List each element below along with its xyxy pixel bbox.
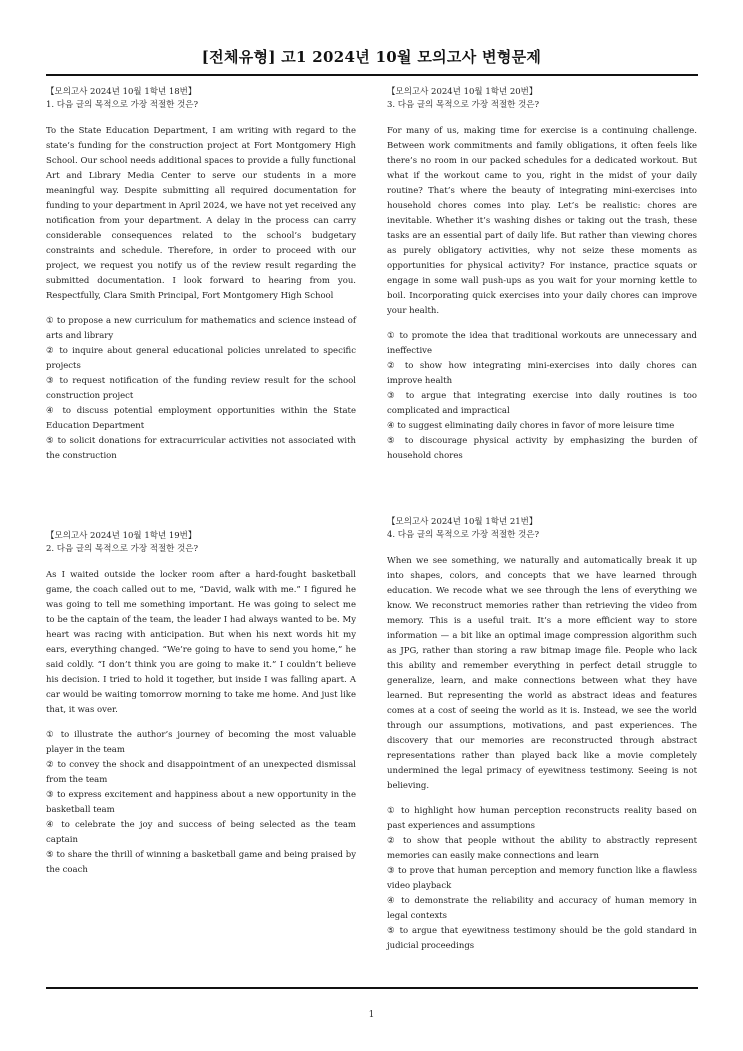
question-header (46, 530, 356, 556)
choice-4: ④ to demonstrate the reliability and accuracy of human memory in legal contexts (387, 896, 697, 921)
header-rule (46, 74, 698, 76)
page-title: [전체유형] 고1 2024년 10월 모의고사 변형문제 (201, 48, 542, 66)
choice-3: ③ to prove that human perception and memory function like a flawless video playback (387, 866, 697, 891)
choice-5: ⑤ to share the thrill of winning a basketball game and being praised by the coach (46, 850, 356, 875)
question-source: 【모의고사 2024년 10월 1학년 20번】 (387, 87, 538, 97)
choice-1: ① to highlight how human perception reconstructs reality based on past experiences and assumptions (387, 806, 697, 831)
question-prompt: 2. 다음 글의 목적으로 가장 적절한 것은? (46, 544, 199, 554)
choice-2: ② to show that people without the ability to abstractly represent memories can easily make connections and learn (387, 836, 697, 861)
question-source: 【모의고사 2024년 10월 1학년 21번】 (387, 517, 538, 527)
choice-5: ⑤ to discourage physical activity by emphasizing the burden of household chores (387, 436, 697, 461)
question-1 (46, 86, 356, 464)
choice-2: ② to inquire about general educational policies unrelated to specific projects (46, 346, 356, 371)
question-passage: When we see something, we naturally and automatically break it up into shapes, colors, and concepts that we have learned through education. We recode what we see through the lens of everything we know. We reconstruct memories rather than retrieving the video from memory. This is a useful trait. It’s a more efficient way to store information — a bit like an optimal image compression algorithm such as JPG, rather than storing a raw bitmap image file. People who lack this ability and remember everything in perfect detail struggle to generalize, learn, and make connections between what they have learned. But representing the world as abstract ideas and features comes at a cost of seeing the world as it is. Instead, we see the world through our assumptions, motivations, and past experiences. The discovery that our memories are reconstructed through abstract representations rather than played back like a movie completely undermined the legal primacy of eyewitness testimony. Seeing is not believing. (387, 556, 697, 791)
answer-choices (46, 314, 356, 464)
question-source: 【모의고사 2024년 10월 1학년 19번】 (46, 531, 197, 541)
question-prompt: 4. 다음 글의 목적으로 가장 적절한 것은? (387, 530, 540, 540)
question-passage: As I waited outside the locker room after a hard-fought basketball game, the coach called out to me, “David, walk with me.” I figured he was going to tell me something important. He was going to select me to be the captain of the team, the leader I had always wanted to be. My heart was racing with anticipation. But when his next words hit my ears, everything changed. “We’re going to have to send you home,” he said coldly. “I don’t think you are going to make it.” I couldn’t believe his decision. I tried to hold it together, but inside I was falling apart. A car would be waiting tomorrow morning to take me home. And just like that, it was over. (46, 570, 356, 715)
question-prompt: 1. 다음 글의 목적으로 가장 적절한 것은? (46, 100, 199, 110)
page-number: 1 (368, 1010, 375, 1020)
question-header (46, 86, 356, 112)
question-source: 【모의고사 2024년 10월 1학년 18번】 (46, 87, 197, 97)
choice-4: ④ to celebrate the joy and success of being selected as the team captain (46, 820, 356, 845)
question-3 (387, 86, 697, 464)
choice-1: ① to propose a new curriculum for mathematics and science instead of arts and library (46, 316, 356, 341)
choice-4: ④ to discuss potential employment opportunities within the State Education Department (46, 406, 356, 431)
question-passage: For many of us, making time for exercise is a continuing challenge. Between work commitments and family obligations, it often feels like there’s no room in our packed schedules for a dedicated workout. But what if the workout came to you, right in the midst of your daily routine? That’s where the beauty of integrating mini-exercises into household chores comes into play. Let’s be realistic: chores are inevitable. Whether it’s washing dishes or taking out the trash, these tasks are an essential part of daily life. But rather than viewing chores as purely obligatory activities, why not seize these moments as opportunities for physical activity? For instance, practice squats or engage in some wall push-ups as you wait for your morning kettle to boil. Incorporating quick exercises into your daily chores can improve your health. (387, 126, 697, 316)
question-header (387, 516, 697, 542)
choice-3: ③ to argue that integrating exercise into daily routines is too complicated and impractical (387, 391, 697, 416)
question-passage: To the State Education Department, I am writing with regard to the state’s funding for the construction project at Fort Montgomery High School. Our school needs additional spaces to provide a fully functional Art and Library Media Center to serve our students in a more meaningful way. Despite submitting all required documentation for funding to your department in April 2024, we have not yet received any notification from your department. A delay in the process can carry considerable consequences related to the school’s budgetary constraints and schedule. Therefore, in order to proceed with our project, we request you notify us of the review result regarding the submitted documentation. I look forward to hearing from you. Respectfully, Clara Smith Principal, Fort Montgomery High School (46, 126, 356, 301)
answer-choices (387, 329, 697, 464)
question-2 (46, 530, 356, 878)
choice-3: ③ to express excitement and happiness about a new opportunity in the basketball team (46, 790, 356, 815)
choice-3: ③ to request notification of the funding review result for the school construction project (46, 376, 356, 401)
choice-2: ② to convey the shock and disappointment of an unexpected dismissal from the team (46, 760, 356, 785)
answer-choices (387, 804, 697, 954)
choice-5: ⑤ to solicit donations for extracurricular activities not associated with the construction (46, 436, 356, 461)
choice-1: ① to illustrate the author’s journey of becoming the most valuable player in the team (46, 730, 356, 755)
choice-5: ⑤ to argue that eyewitness testimony should be the gold standard in judicial proceedings (387, 926, 697, 951)
question-4 (387, 516, 697, 954)
footer-rule (46, 987, 698, 989)
choice-4: ④ to suggest eliminating daily chores in favor of more leisure time (387, 421, 675, 431)
choice-2: ② to show how integrating mini-exercises into daily chores can improve health (387, 361, 697, 386)
question-header (387, 86, 697, 112)
question-prompt: 3. 다음 글의 목적으로 가장 적절한 것은? (387, 100, 540, 110)
choice-1: ① to promote the idea that traditional workouts are unnecessary and ineffective (387, 331, 697, 356)
answer-choices (46, 728, 356, 878)
